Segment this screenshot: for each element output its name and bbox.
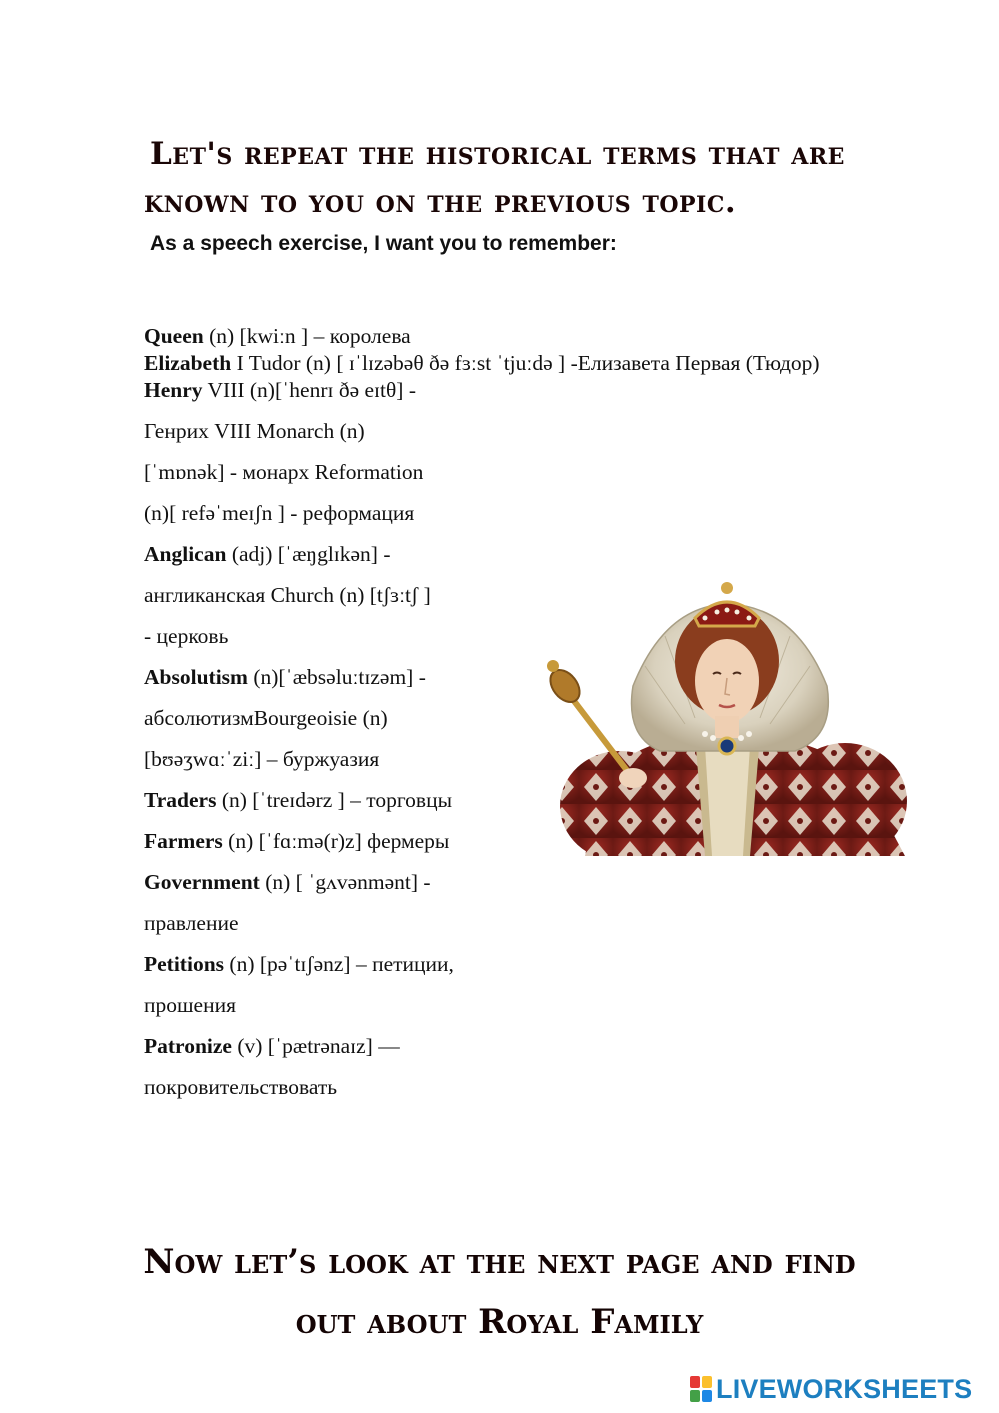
vocabulary-line bbox=[144, 788, 452, 813]
vocabulary-line bbox=[144, 624, 228, 649]
vocabulary-term: Petitions bbox=[144, 952, 225, 976]
vocabulary-line bbox=[144, 952, 454, 977]
vocabulary-line bbox=[144, 419, 365, 444]
liveworksheets-logo[interactable] bbox=[690, 1372, 972, 1406]
vocabulary-definition: Генрих VIII Monarch (n) bbox=[144, 419, 365, 443]
vocabulary-definition: - церковь bbox=[144, 624, 229, 648]
vocabulary-definition: (n) [ˈtreɪdərz ] – торговцы bbox=[216, 788, 453, 812]
vocabulary-line bbox=[144, 829, 449, 854]
vocabulary-line bbox=[144, 583, 431, 608]
vocabulary-term: Patronize bbox=[144, 1034, 232, 1058]
heading-line-2: known to you on the previous topic. bbox=[144, 184, 737, 220]
vocabulary-term: Henry bbox=[144, 378, 203, 402]
vocabulary-definition: абсолютизмBourgeoisie (n) bbox=[144, 706, 388, 730]
vocabulary-line bbox=[144, 706, 388, 731]
vocabulary-line bbox=[144, 747, 379, 772]
vocabulary-definition: [bʊəʒwɑːˈziː] – буржуазия bbox=[144, 747, 380, 771]
vocabulary-term: Elizabeth bbox=[144, 351, 232, 375]
footer-heading-line-1: Now let’s look at the next page and find bbox=[143, 1242, 856, 1282]
vocabulary-definition: прошения bbox=[144, 993, 237, 1017]
vocabulary-line bbox=[144, 911, 239, 936]
vocabulary-definition: I Tudor (n) [ ɪˈlɪzəbəθ ðə fɜːst ˈtjuːdə ] -Елизавета Первая (Тюдор) bbox=[231, 351, 820, 375]
footer-heading-line-2: out about Royal Family bbox=[295, 1302, 704, 1342]
vocabulary-term: Queen bbox=[144, 324, 204, 348]
vocabulary-term: Absolutism bbox=[144, 665, 248, 689]
vocabulary-definition: покровительствовать bbox=[144, 1075, 338, 1099]
liveworksheets-logo-icon bbox=[690, 1376, 712, 1402]
vocabulary-line bbox=[144, 324, 411, 349]
vocabulary-line bbox=[144, 501, 414, 526]
vocabulary-term: Anglican bbox=[144, 542, 227, 566]
vocabulary-line bbox=[144, 378, 416, 403]
vocabulary-line bbox=[144, 542, 391, 567]
subtitle: As a speech exercise, I want you to remember: bbox=[150, 232, 617, 255]
vocabulary-term: Traders bbox=[144, 788, 217, 812]
vocabulary-definition: [ˈmɒnək] - монарх Reformation bbox=[144, 460, 424, 484]
vocabulary-definition: (adj) [ˈæŋglɪkən] - bbox=[226, 542, 391, 566]
vocabulary-definition: (v) [ˈpætrənaɪz] — bbox=[231, 1034, 400, 1058]
heading-line-1: Let's repeat the historical terms that are bbox=[150, 136, 845, 172]
vocabulary-line bbox=[144, 993, 236, 1018]
queen-elizabeth-portrait bbox=[545, 566, 910, 856]
vocabulary-term: Farmers bbox=[144, 829, 223, 853]
vocabulary-line bbox=[144, 351, 820, 376]
vocabulary-definition: (n) [pəˈtɪʃənz] – петиции, bbox=[224, 952, 454, 976]
vocabulary-definition: (n)[ refəˈmeɪʃn ] - реформация bbox=[144, 501, 415, 525]
vocabulary-definition: англиканская Church (n) [tʃɜːtʃ ] bbox=[144, 583, 431, 607]
liveworksheets-brand-name: LIVEWORKSHEETS bbox=[716, 1373, 973, 1404]
vocabulary-line bbox=[144, 665, 426, 690]
vocabulary-definition: VIII (n)[ˈhenrɪ ðə eɪtθ] - bbox=[202, 378, 416, 402]
vocabulary-definition: правление bbox=[144, 911, 239, 935]
vocabulary-definition: (n)[ˈæbsəluːtɪzəm] - bbox=[247, 665, 426, 689]
vocabulary-line bbox=[144, 1034, 400, 1059]
vocabulary-line bbox=[144, 870, 431, 895]
vocabulary-definition: (n) [kwiːn ] – королева bbox=[203, 324, 411, 348]
vocabulary-term: Government bbox=[144, 870, 260, 894]
vocabulary-line bbox=[144, 1075, 337, 1100]
vocabulary-definition: (n) [ˈfɑːmə(r)z] фермеры bbox=[222, 829, 450, 853]
vocabulary-definition: (n) [ ˈgʌvənmənt] - bbox=[259, 870, 431, 894]
vocabulary-line bbox=[144, 460, 423, 485]
